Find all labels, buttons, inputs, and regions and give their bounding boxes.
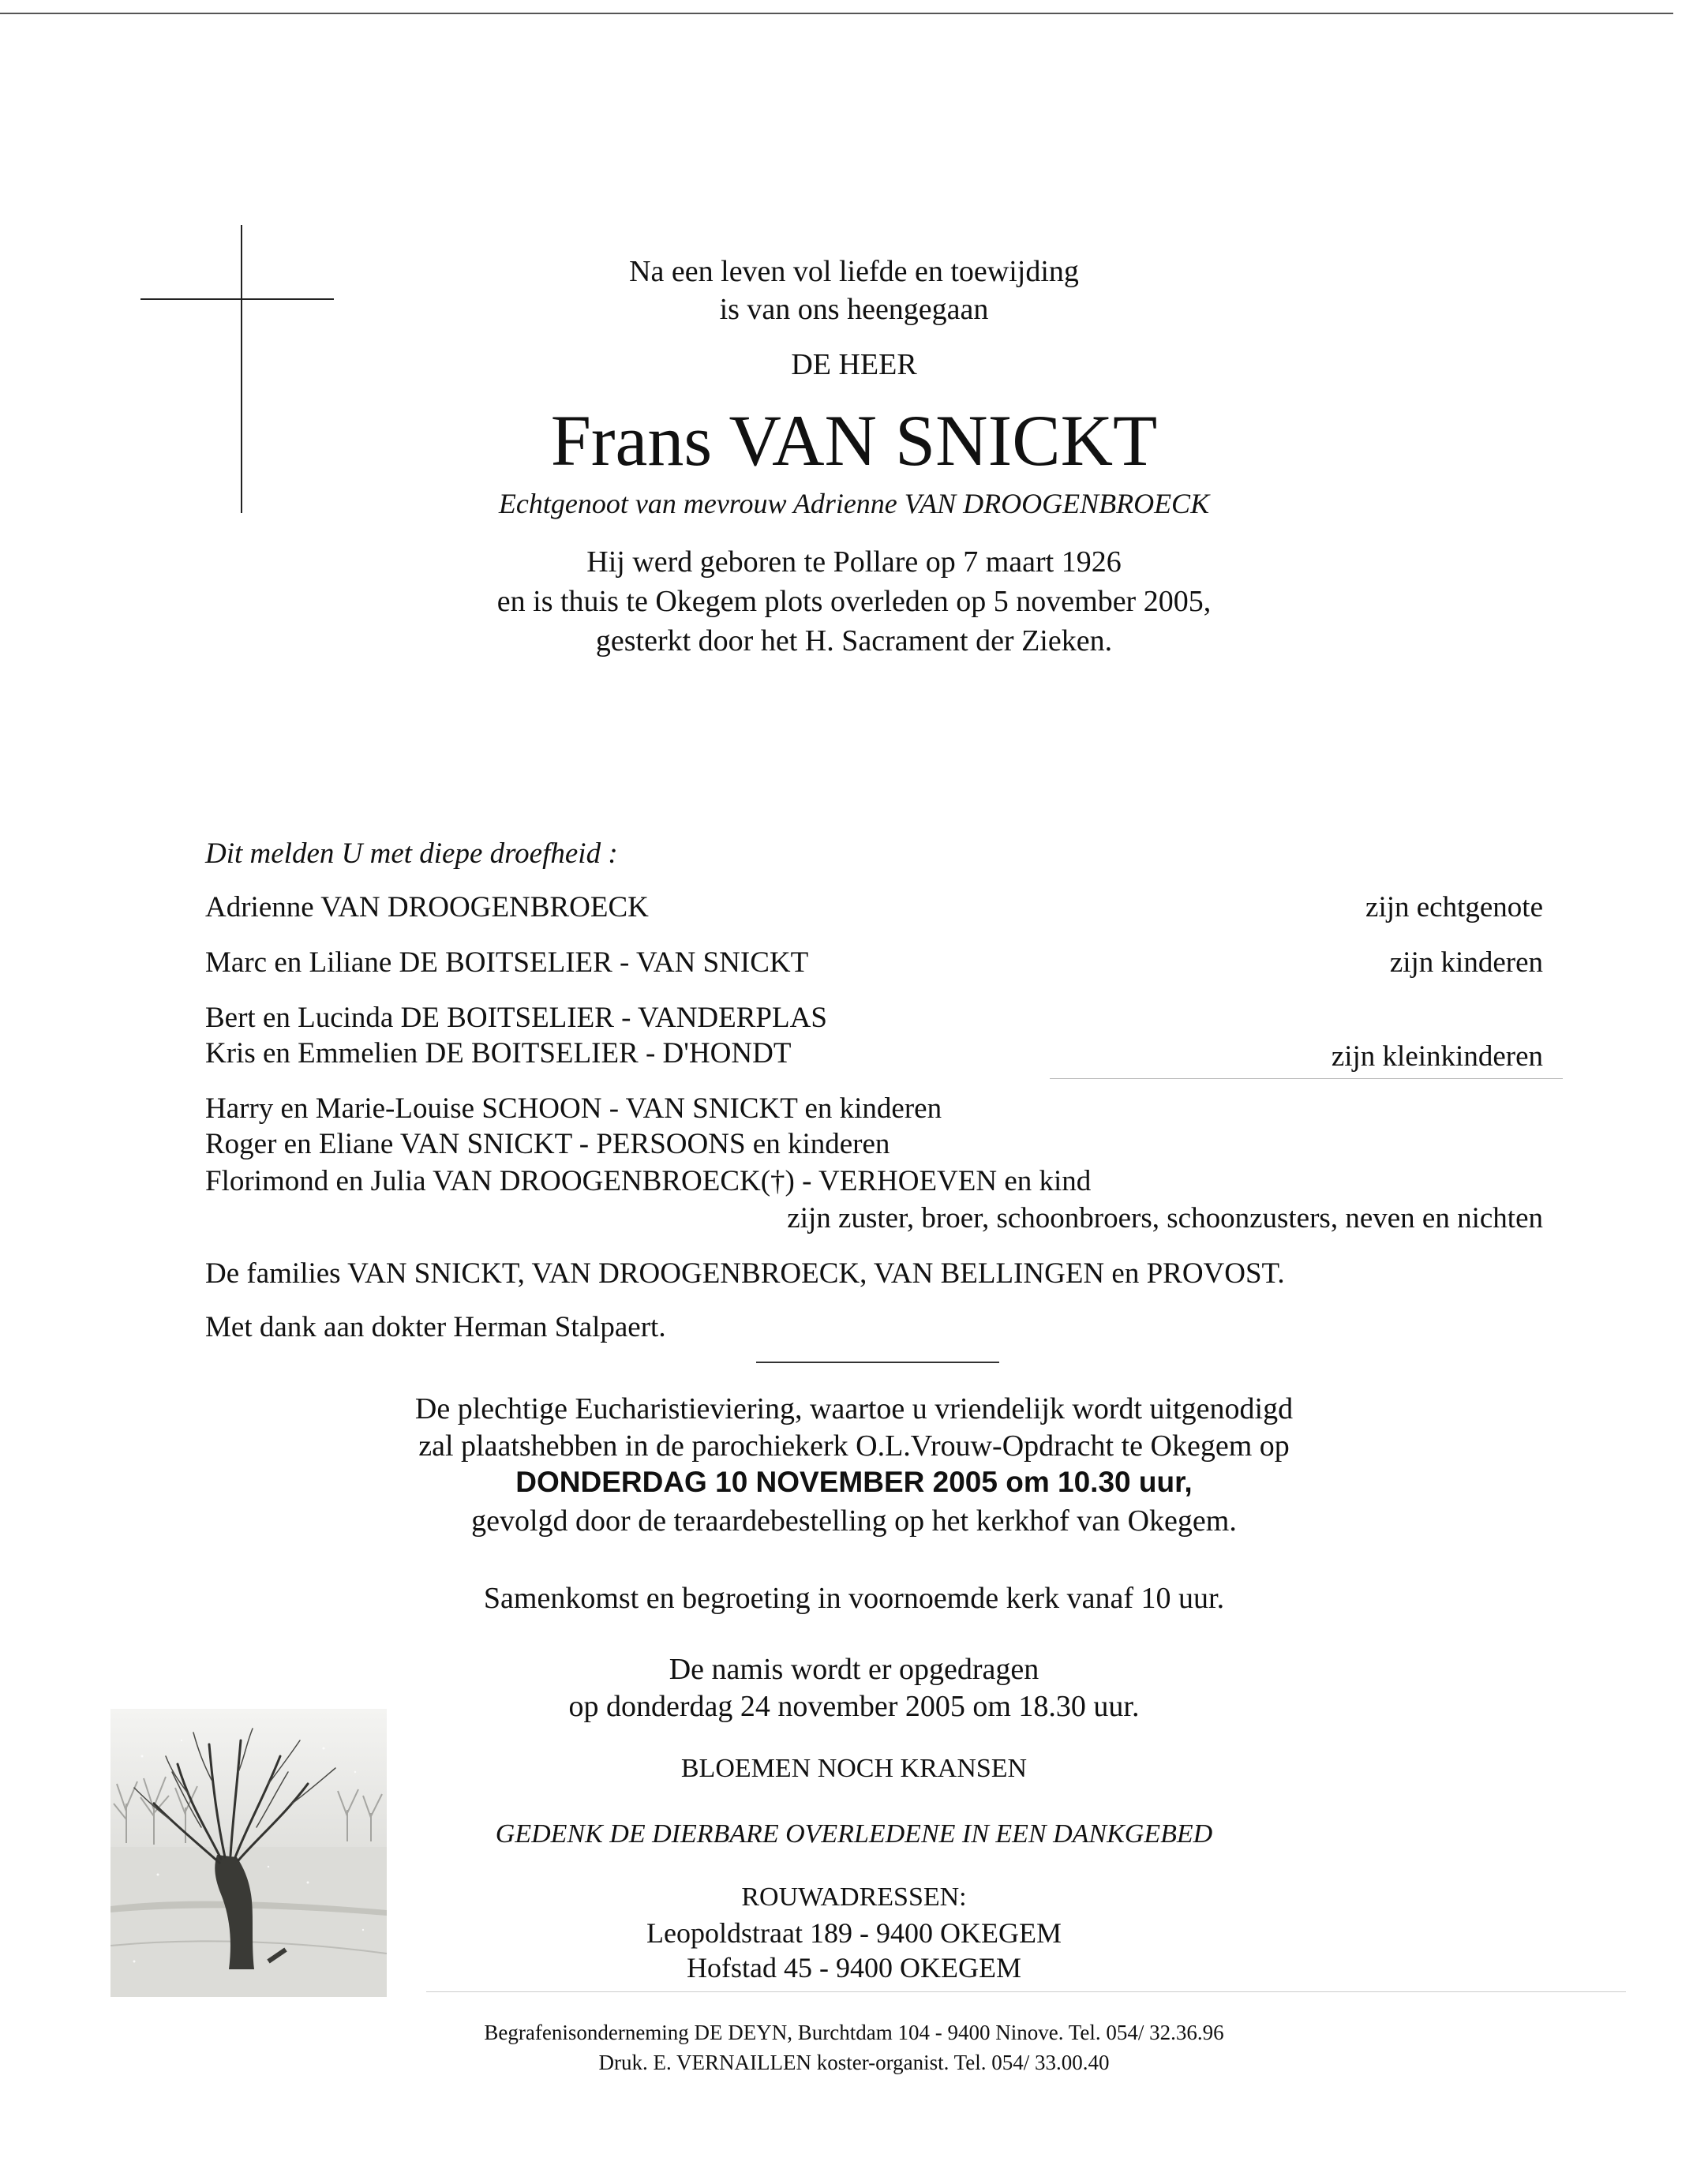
siblings-relation: zijn zuster, broer, schoonbroers, schoonzusters, neven en nichten (787, 1202, 1543, 1234)
section-divider (756, 1362, 999, 1363)
family-row (205, 890, 1543, 924)
footer-line-1: Begrafenisonderneming DE DEYN, Burchtdam 104 - 9400 Ninove. Tel. 054/ 32.36.96 (484, 2021, 1224, 2044)
family-row (205, 1127, 1543, 1161)
service-line-2: zal plaatshebben in de parochiekerk O.L.Vrouw-Opdracht te Okegem op (418, 1429, 1290, 1463)
family-names: Bert en Lucinda DE BOITSELIER - VANDERPLAS (205, 1002, 827, 1034)
family-names: Kris en Emmelien DE BOITSELIER - D'HONDT (205, 1037, 792, 1070)
willow-tree-illustration (110, 1709, 387, 1997)
bio-line-1: Hij werd geboren te Pollare op 7 maart 1926 (586, 545, 1122, 579)
mass-line-1: De namis wordt er opgedragen (669, 1653, 1039, 1686)
spouse-line: Echtgenoot van mevrouw Adrienne VAN DROOGENBROECK (498, 488, 1210, 519)
intro-line-1: Na een leven vol liefde en toewijding (629, 255, 1079, 288)
service-line-1: De plechtige Eucharistieviering, waartoe u vriendelijk wordt uitgenodigd (414, 1392, 1294, 1425)
address-line: Hofstad 45 - 9400 OKEGEM (687, 1952, 1021, 1984)
faint-divider (1050, 1078, 1563, 1079)
family-row (205, 946, 1543, 980)
family-row (205, 1164, 1543, 1198)
thanks-line: Met dank aan dokter Herman Stalpaert. (205, 1311, 666, 1343)
honorific: DE HEER (791, 348, 917, 381)
remember-line: GEDENK DE DIERBARE OVERLEDENE IN EEN DANKGEBED (495, 1819, 1213, 1849)
family-names: Roger en Eliane VAN SNICKT - PERSOONS en kinderen (205, 1128, 890, 1160)
family-names: Marc en Liliane DE BOITSELIER - VAN SNICKT (205, 946, 809, 979)
family-row (205, 1092, 1543, 1126)
family-names: Harry en Marie-Louise SCHOON - VAN SNICKT en kinderen (205, 1092, 942, 1125)
top-border-line (0, 13, 1673, 14)
addresses-title: ROUWADRESSEN: (741, 1882, 967, 1912)
gathering-line: Samenkomst en begroeting in voornoemde kerk vanaf 10 uur. (483, 1582, 1225, 1615)
family-names: Florimond en Julia VAN DROOGENBROECK(†) - VERHOEVEN en kind (205, 1165, 1092, 1197)
family-relation: zijn kleinkinderen (1331, 1040, 1543, 1073)
family-relation: zijn echtgenote (1365, 891, 1543, 923)
deceased-name: Frans VAN SNICKT (550, 400, 1158, 481)
address-line: Leopoldstraat 189 - 9400 OKEGEM (646, 1917, 1062, 1949)
family-row (205, 1001, 1543, 1035)
family-row (205, 1036, 1543, 1073)
intro-line-2: is van ons heengegaan (719, 293, 989, 326)
bio-line-3: gesterkt door het H. Sacrament der Zieken. (595, 624, 1113, 657)
bio-line-2: en is thuis te Okegem plots overleden op 5 november 2005, (496, 585, 1212, 618)
service-date: DONDERDAG 10 NOVEMBER 2005 om 10.30 uur, (515, 1466, 1193, 1498)
burial-line: gevolgd door de teraardebestelling op het kerkhof van Okegem. (471, 1504, 1237, 1538)
announce-line: Dit melden U met diepe droefheid : (205, 837, 618, 870)
family-relation: zijn kinderen (1389, 946, 1543, 979)
family-names: Adrienne VAN DROOGENBROECK (205, 891, 649, 923)
winter-tree-photo (110, 1709, 387, 1997)
footer-line-2: Druk. E. VERNAILLEN koster-organist. Tel. 054/ 33.00.40 (598, 2051, 1110, 2074)
flowers-line: BLOEMEN NOCH KRANSEN (680, 1754, 1028, 1783)
mass-line-2: op donderdag 24 november 2005 om 18.30 uur. (568, 1690, 1140, 1723)
families-line: De families VAN SNICKT, VAN DROOGENBROECK, VAN BELLINGEN en PROVOST. (205, 1257, 1285, 1290)
faint-bottom-line (426, 1991, 1626, 1992)
